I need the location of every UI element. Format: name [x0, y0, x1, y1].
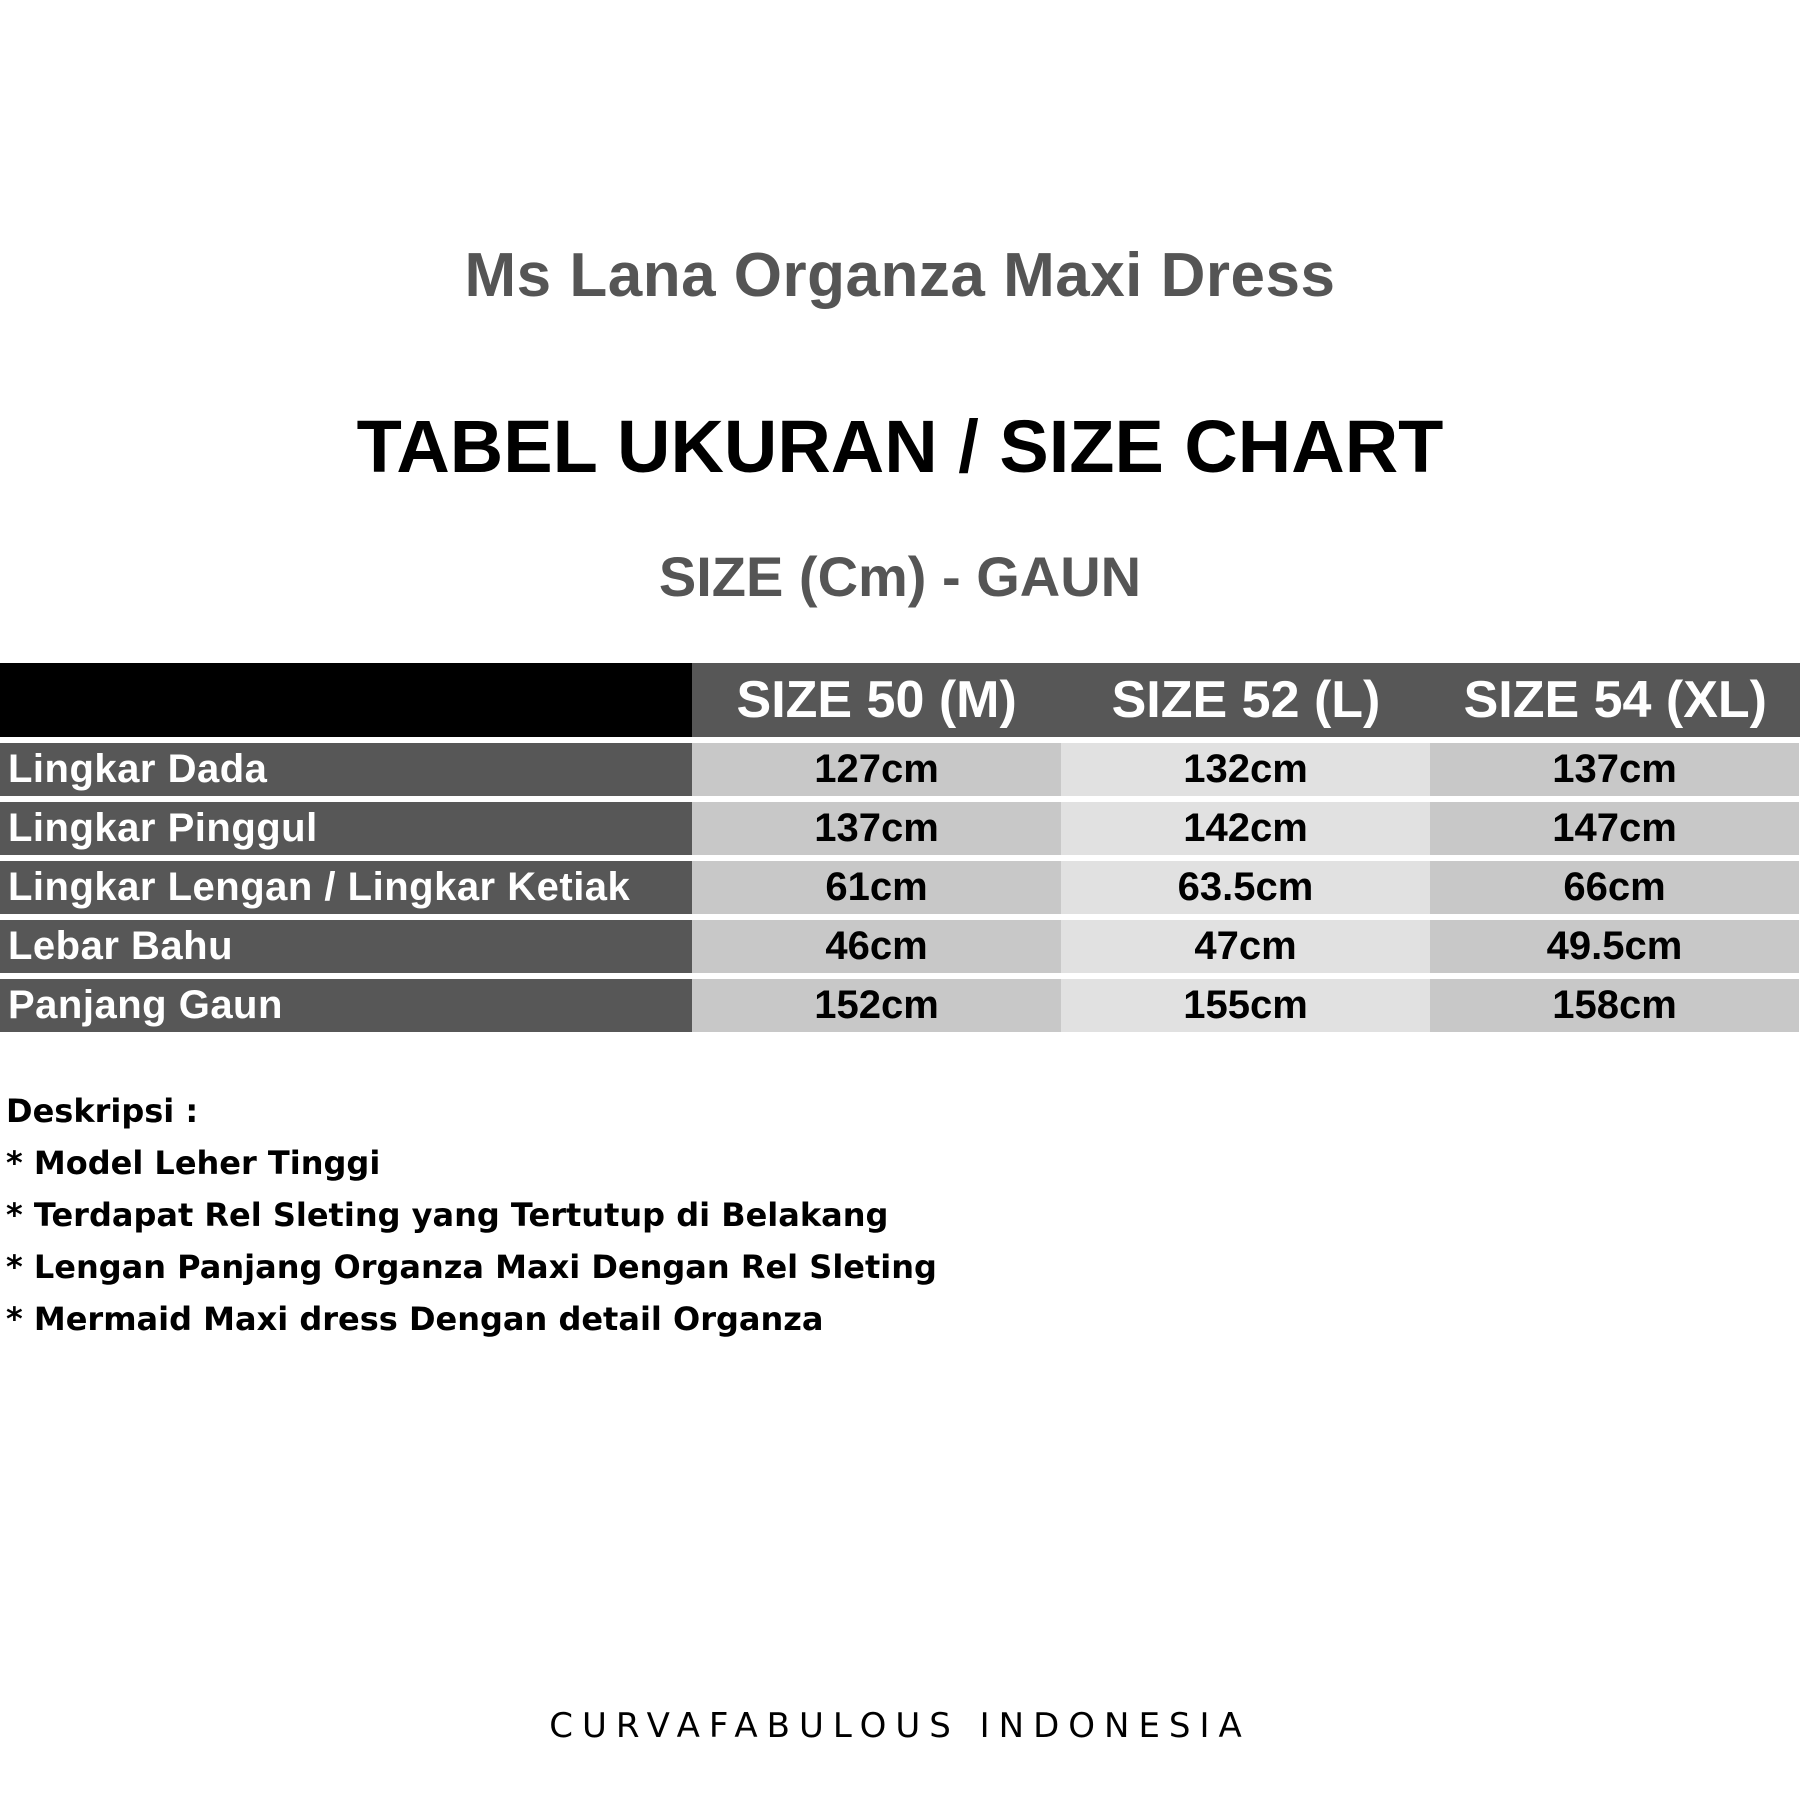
table-cell: 66cm — [1430, 861, 1799, 914]
description-item: * Mermaid Maxi dress Dengan detail Organza — [6, 1300, 824, 1338]
size-table — [0, 663, 1800, 1038]
size-chart-subheading: SIZE (Cm) - GAUN — [658, 545, 1142, 608]
row-label: Lingkar Lengan / Lingkar Ketiak — [0, 861, 692, 914]
table-cell: 158cm — [1430, 979, 1799, 1032]
table-header-blank — [0, 663, 692, 737]
column-header-size-52: SIZE 52 (L) — [1061, 663, 1430, 737]
table-row — [0, 920, 1800, 973]
table-cell: 137cm — [1430, 743, 1799, 796]
product-title: Ms Lana Organza Maxi Dress — [464, 241, 1336, 310]
row-label: Lebar Bahu — [0, 920, 692, 973]
table-cell: 147cm — [1430, 802, 1799, 855]
size-chart-heading: TABEL UKURAN / SIZE CHART — [356, 405, 1444, 488]
row-label: Lingkar Pinggul — [0, 802, 692, 855]
product-description — [6, 1085, 937, 1345]
description-heading: Deskripsi : — [6, 1092, 199, 1130]
table-row — [0, 861, 1800, 914]
row-label: Panjang Gaun — [0, 979, 692, 1032]
table-row — [0, 802, 1800, 855]
table-row — [0, 979, 1800, 1032]
table-cell: 61cm — [692, 861, 1061, 914]
table-cell: 155cm — [1061, 979, 1430, 1032]
table-cell: 142cm — [1061, 802, 1430, 855]
brand-footer: CURVAFABULOUS INDONESIA — [549, 1706, 1251, 1746]
row-label: Lingkar Dada — [0, 743, 692, 796]
table-cell: 47cm — [1061, 920, 1430, 973]
table-cell: 132cm — [1061, 743, 1430, 796]
description-item: * Terdapat Rel Sleting yang Tertutup di Belakang — [6, 1196, 889, 1234]
column-header-size-54: SIZE 54 (XL) — [1431, 663, 1800, 737]
table-row — [0, 743, 1800, 796]
table-cell: 127cm — [692, 743, 1061, 796]
description-item: * Model Leher Tinggi — [6, 1144, 381, 1182]
description-item: * Lengan Panjang Organza Maxi Dengan Rel Sleting — [6, 1248, 937, 1286]
column-header-size-50: SIZE 50 (M) — [692, 663, 1061, 737]
table-header-row — [0, 663, 1800, 737]
table-cell: 46cm — [692, 920, 1061, 973]
table-cell: 63.5cm — [1061, 861, 1430, 914]
table-cell: 49.5cm — [1430, 920, 1799, 973]
table-cell: 137cm — [692, 802, 1061, 855]
table-cell: 152cm — [692, 979, 1061, 1032]
